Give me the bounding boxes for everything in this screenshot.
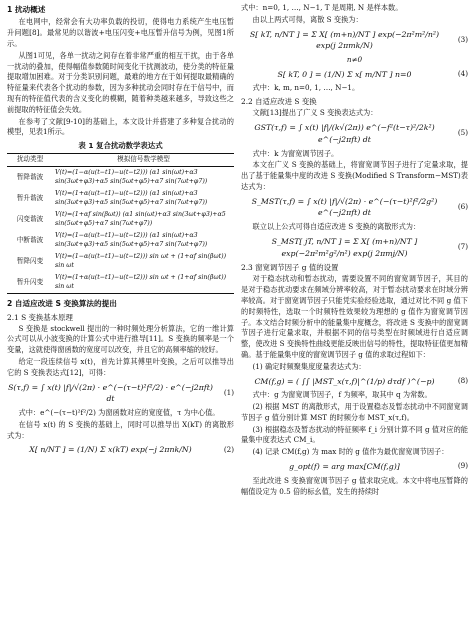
- equation-9: [241, 461, 468, 473]
- step-1-note: 式中：g 为窗宽调节因子，f 为频率，取其中 q 为常数。: [252, 390, 432, 400]
- equation-9-body: g_opt(f) = arg max[CM(f,g)]: [289, 462, 400, 472]
- section-2-2-paragraph-3: 联立以上公式可得自适应改进 S 变换的离散形式为：: [252, 222, 421, 232]
- table-caption: 表 1 复合扰动数学表达式: [78, 141, 163, 151]
- equation-9-number: (9): [457, 461, 468, 471]
- equation-5-body: GST(τ,f) = ∫ x(t) |f|/(k√(2π)) e^(−f²(t−τ)²/2k²) e^(−j2πft) dt: [254, 123, 435, 144]
- table-cell-formula: V(t)=(1+α(u(t−t1)−u(t−t2))) sin ωt + (1+αf sin(βωt)) sin ωt: [53, 272, 234, 294]
- step-2: (2) 根据 MST 的离散形式，用于设置稳态及暂态扰动中不同窗宽调节因子 g 值分别计算 MST 的时频分布 MST_x(τ,f)。: [241, 402, 468, 422]
- table-row: [7, 230, 234, 251]
- equation-6: [241, 196, 468, 219]
- table-header-type: 扰动类型: [7, 154, 53, 167]
- equation-3-number: (3): [457, 34, 468, 44]
- table-row: [7, 188, 234, 209]
- equation-3-condition: n≠0: [346, 54, 363, 64]
- section-1-paragraph-3: 在参考了文献[9-10]的基础上，本文设计并搭建了多种复合扰动的模型，见表1所示。: [7, 116, 234, 137]
- right-paragraph-3: 式中：k, m, n=0, 1, …, N−1。: [252, 83, 360, 93]
- section-2-1-paragraph-2: 给定一段连续信号 x(t)，首先计算其傅里叶变换，之后可以推导出它的 S 变换表达式[12]，可得：: [7, 357, 234, 377]
- table-cell-formula: V(t)=(1−α(u(t−t1)−u(t−t2))) (α1 sin(ωt)+α3 sin(3ωt+φ3)+α5 sin(5ωt+φ5)+α7 sin(7ωt+φ7)): [55, 232, 208, 248]
- table-cell-formula: V(t)=(1+αf sin(βωt)) (α1 sin(ωt)+α3 sin(3ωt+φ3)+α5 sin(5ωt+φ5)+α7 sin(7ωt+φ7)): [55, 211, 226, 227]
- equation-2-number: (2): [223, 444, 234, 454]
- table-cell-type: 暂降谐波: [16, 172, 44, 181]
- equation-8-number: (8): [457, 375, 468, 385]
- equation-1: [7, 382, 234, 405]
- table-cell-type: 暂降闪变: [16, 256, 44, 265]
- equation-1-body: S(τ,f) = ∫ x(t) |f|/√(2π) · e^(−(τ−t)²f²/2) · e^(−j2πft) dt: [8, 382, 213, 404]
- table-row: [7, 167, 234, 189]
- equation-2-body: X[ n/NT ] = (1/N) Σ x(kT) exp(−j 2πnk/N): [29, 445, 192, 455]
- section-2-title: 2 自适应改进 S 变换算法的提出: [7, 299, 117, 309]
- table-cell-formula: V(t)=(1−α(u(t−t1)−u(t−t2))) sin ωt + (1+αf sin(βωt)) sin ωt: [55, 253, 227, 269]
- table-cell-type: 中断谐波: [16, 235, 44, 244]
- equation-6-body: S_MST(τ,f) = ∫ x(t) |f|/√(2π) · e^(−(τ−t)²f²/2g²) e^(−j2πft) dt: [251, 196, 438, 218]
- equation-7-body: S_MST[ jT, n/NT ] = Σ X[ (m+n)/NT ] exp(−2π²m²g²/n²) exp(j 2πmj/N): [271, 236, 418, 258]
- table-row: [7, 209, 234, 230]
- equation-7-number: (7): [457, 242, 468, 252]
- section-2-2-paragraph-1: 文献[13]提出了广义 S 变换表达式为：: [252, 108, 378, 118]
- section-1-title: 1 扰动概述: [7, 5, 46, 14]
- equation-5-note: 式中：k 为窗宽调节因子。: [252, 148, 339, 158]
- table-cell-formula: V(t)=(1+α(u(t−t1)−u(t−t2))) (α1 sin(ωt)+α3 sin(3ωt+φ3)+α5 sin(5ωt+φ5)+α7 sin(7ωt+φ7)): [55, 190, 208, 206]
- table-cell-type: 闪变谐波: [16, 214, 44, 223]
- table-cell-formula: V(t)=(1−α(u(t−t1)−u(t−t2))) (α1 sin(ωt)+α3 sin(3ωt+φ3)+α5 sin(5ωt+φ5)+α7 sin(7ωt+φ7)): [55, 169, 208, 185]
- section-1-paragraph-1: 在电网中，经常会有大功率负载的投切，使得电力系统产生电压暂升问题[8]。最常见的以谐波+电压闪变+电压暂升信号为例，见图1所示。: [7, 17, 234, 48]
- equation-5: [241, 122, 468, 145]
- section-2-2-paragraph-2: 本文在广义 S 变换的基础上，将窗宽调节因子进行了定量求取，提出了基于能量集中度的改进 S 变换(Modified S Transform−MST)表达式为：: [241, 160, 468, 191]
- equation-2: [7, 444, 234, 456]
- disturbance-table: [7, 153, 234, 294]
- table-row: [7, 272, 234, 294]
- equation-8-body: CM(f,g) = ( ∫∫ |MST_x(τ,f)|^(1/p) dτdf )^(−p): [254, 376, 435, 386]
- table-header-model: 模拟信号数学模型: [53, 154, 234, 167]
- equation-4: [241, 69, 468, 81]
- equation-6-number: (6): [457, 202, 468, 211]
- equation-1-note: 式中：e^(−(τ−t)²f²/2) 为窗函数对应的宽度值，τ 为中心值。: [18, 408, 220, 418]
- left-column: [7, 3, 234, 459]
- right-paragraph-2: 由以上两式可得，离散 S 变换为：: [252, 14, 363, 24]
- section-2-2-title: 2.2 自适应改进 S 变换: [241, 97, 317, 107]
- equation-8: [241, 376, 468, 388]
- equation-5-number: (5): [457, 128, 468, 138]
- final-paragraph: 至此改进 S 变换窗宽调节因子 g 值求取完成。本文中将电压暂降的幅值设定为 0.5 倍的标幺值，发生的持续时: [241, 475, 468, 496]
- section-2-1-title: 2.1 S 变换基本原理: [7, 312, 73, 322]
- equation-7: [241, 236, 468, 259]
- right-paragraph-1: 式中：n=0, 1, …, N−1, T 是周期, N 是样本数。: [241, 3, 403, 12]
- table-cell-type: 暂升谐波: [16, 193, 44, 202]
- equation-1-number: (1): [223, 387, 234, 397]
- section-1-paragraph-2: 从图1可见，各单一扰动之间存在着非常严重的相互干扰，由于各单一扰动的叠加，使得幅值参数随时间变化干扰测波动，使分类的特征量提取增加困难。对于分类识别问题，最难的地方在于如何提取最精确的特征量来代表各个扰动的参数，因为多种扰动会同时存在于信号中，而现有的特征值代表的含义变化的模糊，随着种类越来越多，导致这些之前提取的特征值会失效。: [7, 50, 234, 114]
- equation-3: [241, 29, 468, 52]
- equation-4-body: S[ kT, 0 ] = (1/N) Σ x[ m/NT ] n=0: [277, 69, 412, 79]
- table-cell-type: 暂升闪变: [7, 272, 53, 294]
- section-2-3-title: 2.3 窗宽调节因子 g 值的设置: [241, 263, 339, 273]
- section-2-1-paragraph-3: 在信号 x(t) 的 S 变换的基础上，同时可以推导出 X(kT) 的离散形式为：: [7, 419, 234, 440]
- equation-4-number: (4): [457, 69, 468, 79]
- step-3: (3) 根据稳态及暂态扰动的特征频率 f_i 分别计算不同 g 值对应的能量集中度表达式 CM_i。: [241, 424, 468, 445]
- equation-3-body: S[ kT, n/NT ] = Σ X[ (m+n)/NT ] exp(−2π²m²/n²) exp(j 2πmk/N): [249, 29, 440, 51]
- table-row: [7, 251, 234, 272]
- section-2-3-paragraph-1: 对于稳态扰动和暂态扰动，需要设置不同的窗宽调节因子，其目的是对于稳态扰动要求在频域分辨率较高，对于暂态扰动要求在时域分辨率较高。对于窗宽调节因子只能凭实验经验选取，通过对比不同 g 值下的时频特性，选取一个时频特性效果较为理想的 g 值作为窗宽调节因子。本文结合时频分析中的能量集中度概念，将改进 S 变换中的窗宽调节因子进行定量求取，并根据不同的信号类型在时频域进行自适应调整，使改进 S 变换特性曲线更能反映出信号的特性，提取特征值更加精确。基于能量集中度的窗宽调节因子 g 值的求取过程如下：: [241, 274, 468, 359]
- step-1: (1) 确定时频聚集度度量表达式为：: [252, 361, 366, 371]
- right-column: [241, 3, 468, 498]
- step-4: (4) 记录 CM(f,g) 为 max 时的 g 值作为最优窗宽调节因子：: [252, 447, 449, 457]
- section-2-1-paragraph-1: S 变换是 stockwell 提出的一种时频处理分析算法，它的一维计算公式可以从小波变换的计算公式中进行推导[11]。S 变换的频率是一个变量，这就使得窗函数的宽度可以改变，并且它的高频率缩的较好。: [7, 323, 234, 355]
